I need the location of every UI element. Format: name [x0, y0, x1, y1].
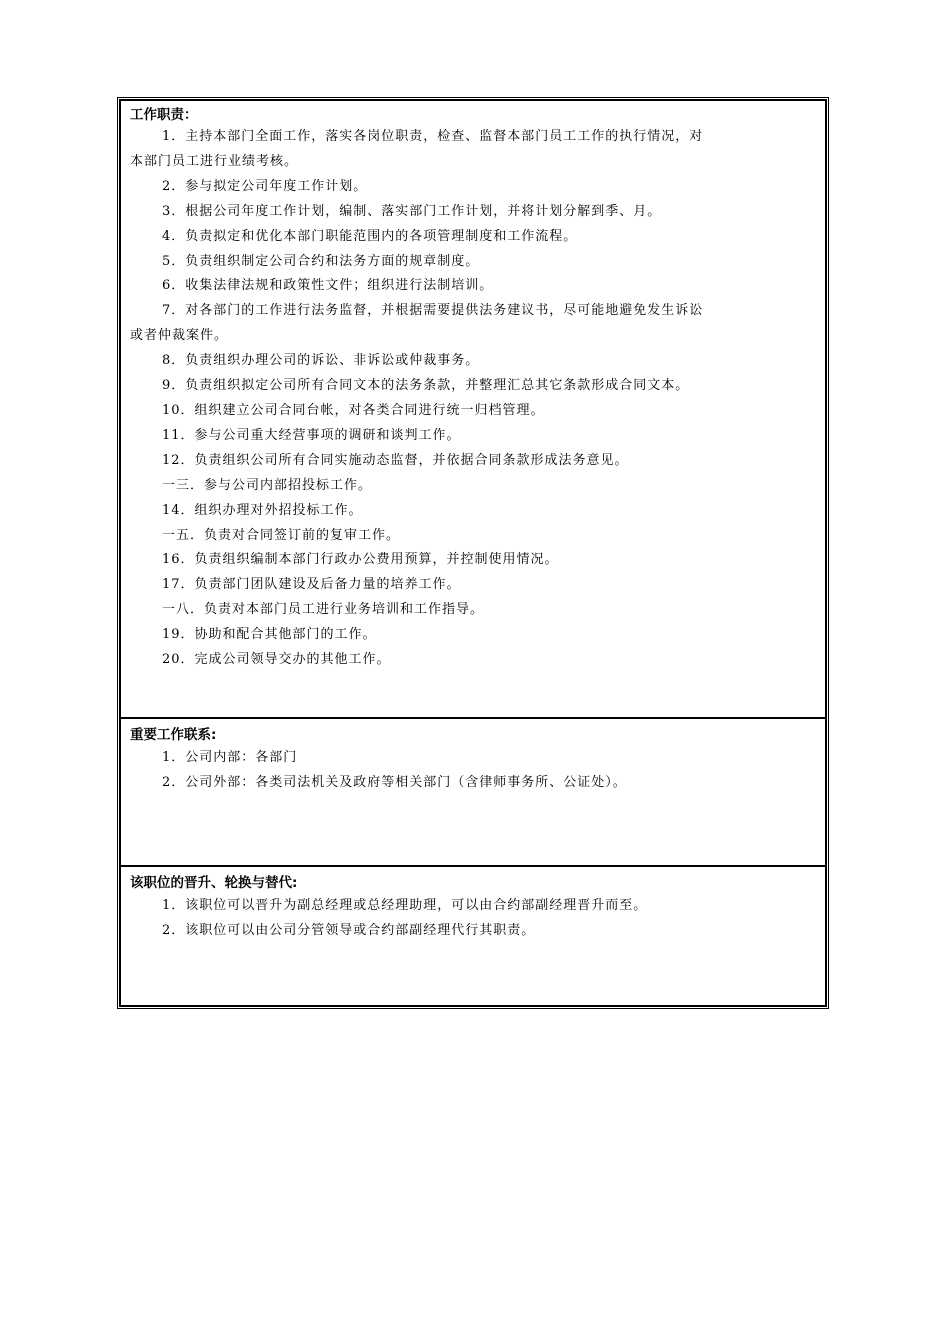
- promotion-title: 该职位的晋升、轮换与替代:: [130, 875, 298, 891]
- duty-item: 一八．负责对本部门员工进行业务培训和工作指导。: [162, 602, 485, 618]
- duties-section: [121, 101, 825, 719]
- relations-title: 重要工作联系:: [130, 727, 217, 743]
- job-description-table: [119, 99, 827, 1007]
- relation-item: 1．公司内部：各部门: [162, 750, 298, 765]
- duty-item: 17．负责部门团队建设及后备力量的培养工作。: [162, 577, 461, 593]
- duty-item: 1．主持本部门全面工作，落实各岗位职责，检查、监督本部门员工工作的执行情况，对: [162, 129, 704, 144]
- duty-item-continuation: 或者仲裁案件。: [130, 328, 229, 344]
- promotion-section: [121, 869, 825, 1007]
- duties-title: 工作职责：: [130, 107, 198, 123]
- promotion-item: 2．该职位可以由公司分管领导或合约部副经理代行其职责。: [162, 923, 536, 938]
- duty-item: 10．组织建立公司合同台帐，对各类合同进行统一归档管理。: [162, 402, 545, 418]
- duty-item: 4．负责拟定和优化本部门职能范围内的各项管理制度和工作流程。: [162, 228, 578, 244]
- relation-item: 2．公司外部：各类司法机关及政府等相关部门（含律师事务所、公证处）。: [162, 775, 627, 790]
- duty-item: 5．负责组织制定公司合约和法务方面的规章制度。: [162, 253, 480, 269]
- duty-item-continuation: 本部门员工进行业绩考核。: [130, 153, 299, 169]
- duty-item: 16．负责组织编制本部门行政办公费用预算，并控制使用情况。: [162, 552, 559, 568]
- duty-item: 一三．参与公司内部招投标工作。: [162, 477, 373, 493]
- duty-item: 6．收集法律法规和政策性文件；组织进行法制培训。: [162, 278, 494, 294]
- duty-item: 12．负责组织公司所有合同实施动态监督，并依据合同条款形成法务意见。: [162, 452, 629, 468]
- duty-item: 9．负责组织拟定公司所有合同文本的法务条款，并整理汇总其它条款形成合同文本。: [162, 378, 690, 394]
- promotion-item: 1．该职位可以晋升为副总经理或总经理助理，可以由合约部副经理晋升而至。: [162, 898, 648, 913]
- duty-item: 一五．负责对合同签订前的复审工作。: [162, 527, 401, 543]
- duty-item: 11．参与公司重大经营事项的调研和谈判工作。: [162, 427, 461, 443]
- duty-item: 20．完成公司领导交办的其他工作。: [162, 652, 391, 668]
- duty-item: 19．协助和配合其他部门的工作。: [162, 627, 377, 643]
- duty-item: 14．组织办理对外招投标工作。: [162, 502, 363, 518]
- duty-item: 7．对各部门的工作进行法务监督，并根据需要提供法务建议书，尽可能地避免发生诉讼: [162, 303, 704, 319]
- relations-section: [121, 721, 825, 867]
- duty-item: 8．负责组织办理公司的诉讼、非诉讼或仲裁事务。: [162, 353, 480, 369]
- duty-item: 3．根据公司年度工作计划，编制、落实部门工作计划，并将计划分解到季、月。: [162, 203, 662, 219]
- duty-item: 2．参与拟定公司年度工作计划。: [162, 178, 368, 194]
